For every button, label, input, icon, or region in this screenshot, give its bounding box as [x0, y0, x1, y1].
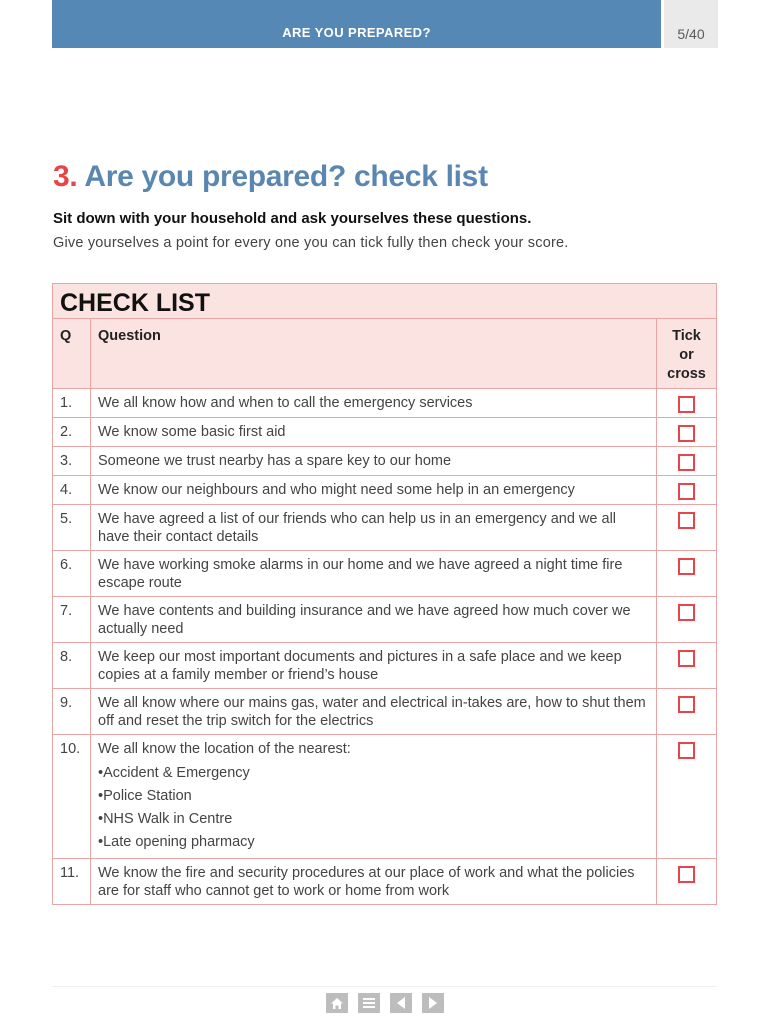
- tick-checkbox[interactable]: [678, 512, 695, 529]
- section-heading: [53, 160, 488, 194]
- question-text: We all know how and when to call the emergency services: [98, 395, 473, 411]
- question-text: We have working smoke alarms in our home and we have agreed a night time fire escape route: [98, 557, 623, 591]
- checklist-row: [53, 643, 717, 689]
- tick-checkbox[interactable]: [678, 742, 695, 759]
- question-number: 8.: [53, 643, 91, 689]
- question-text: Someone we trust nearby has a spare key to our home: [98, 453, 452, 469]
- question-text: We have contents and building insurance and we have agreed how much cover we actually need: [98, 603, 631, 637]
- footer-divider: [52, 986, 717, 987]
- question-cell: [91, 389, 657, 418]
- checklist-row: [53, 447, 717, 476]
- question-cell: [91, 597, 657, 643]
- tick-checkbox[interactable]: [678, 604, 695, 621]
- question-text: We all know where our mains gas, water and electrical in-takes are, how to shut them off and reset the trip switch for the electrics: [98, 695, 646, 729]
- location-item: • NHS Walk in Centre: [98, 808, 649, 831]
- tick-cell: [657, 735, 717, 859]
- previous-icon[interactable]: [390, 993, 412, 1013]
- checklist-row: [53, 389, 717, 418]
- tick-cell: [657, 689, 717, 735]
- header-bar: [52, 0, 661, 48]
- checklist-row: [53, 505, 717, 551]
- navigation-bar: [326, 993, 444, 1013]
- location-item: • Police Station: [98, 785, 649, 808]
- question-cell: [91, 643, 657, 689]
- tick-checkbox[interactable]: [678, 650, 695, 667]
- header-title: ARE YOU PREPARED?: [282, 25, 431, 40]
- question-cell: [91, 689, 657, 735]
- tick-checkbox[interactable]: [678, 866, 695, 883]
- page-number: 5/40: [664, 0, 718, 48]
- question-text: We have agreed a list of our friends who can help us in an emergency and we all have their contact details: [98, 511, 617, 545]
- section-number: 3.: [53, 160, 78, 193]
- question-text: We keep our most important documents and pictures in a safe place and we keep copies at a family member or friend’s house: [98, 649, 622, 683]
- next-icon[interactable]: [422, 993, 444, 1013]
- checklist-row: [53, 418, 717, 447]
- tick-checkbox[interactable]: [678, 483, 695, 500]
- section-title: Are you prepared? check list: [84, 160, 488, 193]
- checklist-row: [53, 476, 717, 505]
- tick-checkbox[interactable]: [678, 696, 695, 713]
- question-cell: [91, 447, 657, 476]
- tick-cell: [657, 476, 717, 505]
- question-number: 5.: [53, 505, 91, 551]
- question-cell: [91, 551, 657, 597]
- checklist-row: [53, 859, 717, 905]
- tick-cell: [657, 597, 717, 643]
- tick-cell: [657, 551, 717, 597]
- column-header-q: Q: [53, 319, 91, 389]
- checklist-row: [53, 551, 717, 597]
- tick-checkbox[interactable]: [678, 425, 695, 442]
- question-number: 11.: [53, 859, 91, 905]
- intro-text: Give yourselves a point for every one you can tick fully then check your score.: [53, 235, 569, 251]
- checklist-row: [53, 597, 717, 643]
- checklist-table: [52, 283, 717, 905]
- question-text: We know the fire and security procedures at our place of work and what the policies are for staff who cannot get to work or home from work: [98, 865, 635, 899]
- tick-cell: [657, 447, 717, 476]
- intro-bold: Sit down with your household and ask yourselves these questions.: [53, 210, 532, 227]
- question-cell: [91, 476, 657, 505]
- question-number: 10.: [53, 735, 91, 859]
- location-item: • Accident & Emergency: [98, 762, 649, 785]
- question-number: 6.: [53, 551, 91, 597]
- tick-cell: [657, 859, 717, 905]
- question-number: 3.: [53, 447, 91, 476]
- tick-checkbox[interactable]: [678, 454, 695, 471]
- tick-cell: [657, 418, 717, 447]
- question-text: We know some basic first aid: [98, 424, 286, 440]
- home-icon[interactable]: [326, 993, 348, 1013]
- menu-icon[interactable]: [358, 993, 380, 1013]
- tick-checkbox[interactable]: [678, 396, 695, 413]
- tick-cell: [657, 389, 717, 418]
- tick-cell: [657, 643, 717, 689]
- question-text: We know our neighbours and who might need some help in an emergency: [98, 482, 575, 498]
- question-number: 7.: [53, 597, 91, 643]
- checklist-row: [53, 689, 717, 735]
- column-header-question: Question: [91, 319, 657, 389]
- question-number: 9.: [53, 689, 91, 735]
- question-number: 2.: [53, 418, 91, 447]
- question-number: 4.: [53, 476, 91, 505]
- tick-cell: [657, 505, 717, 551]
- checklist-title: CHECK LIST: [53, 284, 717, 319]
- question-cell: [91, 735, 657, 859]
- question-text: We all know the location of the nearest:: [98, 741, 351, 757]
- location-list: [98, 762, 649, 854]
- question-cell: [91, 505, 657, 551]
- checklist-row: [53, 735, 717, 859]
- checklist-header-row: [53, 319, 717, 389]
- location-item: • Late opening pharmacy: [98, 831, 649, 854]
- question-cell: [91, 418, 657, 447]
- tick-checkbox[interactable]: [678, 558, 695, 575]
- question-cell: [91, 859, 657, 905]
- column-header-tick: Tick or cross: [657, 319, 717, 389]
- question-number: 1.: [53, 389, 91, 418]
